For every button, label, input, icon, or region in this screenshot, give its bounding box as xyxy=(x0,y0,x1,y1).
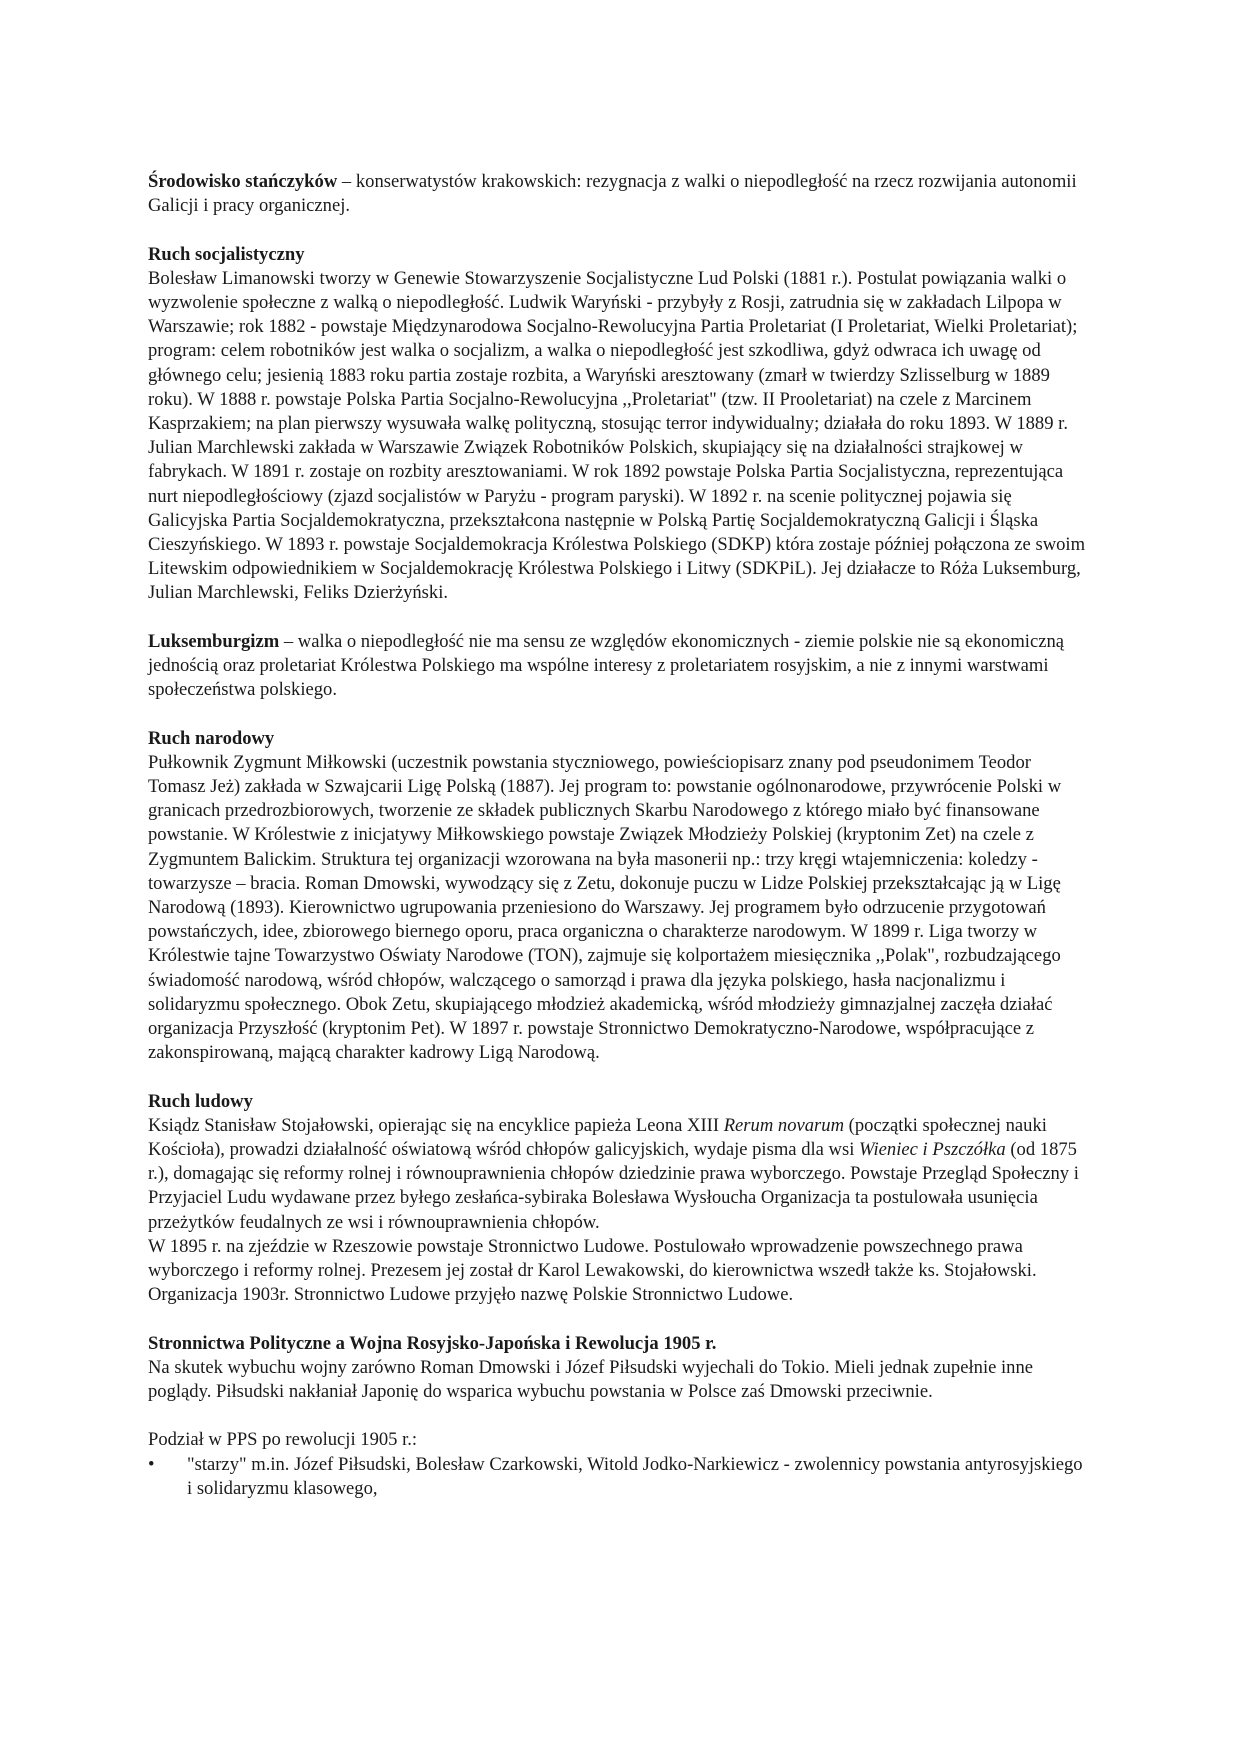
section-national xyxy=(148,727,1088,1066)
document-page xyxy=(148,170,1088,1501)
text-stanczycy: – konserwatystów krakowskich: rezygnacja z walki o niepodległość na rzecz rozwijania autonomii Galicji i pracy organicznej. xyxy=(148,171,1077,217)
text-peasant-b: (początki społecznej nauki Kościoła), prowadzi działalność oświatową wśród chłopów galicyjskich, wydaje pisma dla wsi xyxy=(148,1114,1047,1161)
text-war: Na skutek wybuchu wojny zarówno Roman Dmowski i Józef Piłsudski wyjechali do Tokio. Mieli jednak zupełnie inne poglądy. Piłsudski nakłaniał Japonię do wsparica wybuchu powstania w Polsce zaś Dmowski przeciwnie. xyxy=(148,1356,1034,1403)
title-rerum-novarum: Rerum novarum xyxy=(723,1114,845,1136)
pps-split-list xyxy=(148,1453,1088,1501)
heading-national: Ruch narodowy xyxy=(148,727,275,749)
section-war xyxy=(148,1332,1088,1405)
heading-peasant: Ruch ludowy xyxy=(148,1090,253,1112)
term-stanczycy: Środowisko stańczyków xyxy=(148,171,338,192)
list-item-text: "starzy" m.in. Józef Piłsudski, Bolesław Czarkowski, Witold Jodko-Narkiewicz - zwolennicy powstania antyrosyjskiego i solidaryzmu klasowego, xyxy=(187,1453,1083,1499)
term-luxemburgism: Luksemburgizm xyxy=(148,630,280,652)
list-item xyxy=(148,1453,1088,1501)
paragraph-luxemburgism xyxy=(148,630,1088,703)
text-socialist: Bolesław Limanowski tworzy w Genewie Stowarzyszenie Socjalistyczne Lud Polski (1881 r.). Postulat powiązania walki o wyzwolenie społeczne z walką o niepodległość. Ludwik Waryński - przybyły z Rosji, zatrudnia się w zakładach Lilpopa w Warszawie; rok 1882 - powstaje Międzynarodowa Socjalno-Rewolucyjna Partia Proletariat (I Proletariat, Wielki Proletariat); program: celem robotników jest walka o socjalizm, a walka o niepodległość jest szkodliwa, gdyż odwraca ich uwagę od głównego celu; jesienią 1883 roku partia zostaje rozbita, a Waryński aresztowany (zmarł w twierdzy Szlisselburg w 1889 roku). W 1888 r. powstaje Polska Partia Socjalno-Rewolucyjna ,,Proletariat" (tzw. II Prooletariat) na czele z Marcinem Kasprzakiem; na plan pierwszy wysuwała walkę polityczną, stosując terror indywidualny; działała do roku 1893. W 1889 r. Julian Marchlewski zakłada w Warszawie Związek Robotników Polskich, skupiający się na działalności strajkowej w fabrykach. W 1891 r. zostaje on rozbity aresztowaniami. W rok 1892 powstaje Polska Partia Socjalistyczna, reprezentująca nurt niepodległościowy (zjazd socjalistów w Paryżu - program paryski). W 1892 r. na scenie politycznej pojawia się Galicyjska Partia Socjaldemokratyczna, przekształcona następnie w Polską Partię Socjaldemokratyczną Galicji i Śląska Cieszyńskiego. W 1893 r. powstaje Socjaldemokracja Królestwa Polskiego (SDKP) która zostaje później połączona ze swoim Litewskim odpowiednikiem w Socjaldemokrację Królestwa Polskiego i Litwy (SDKPiL). Jej działacze to Róża Luksemburg, Julian Marchlewski, Feliks Dzierżyński. xyxy=(148,267,1086,604)
heading-socialist: Ruch socjalistyczny xyxy=(148,243,305,265)
text-national: Pułkownik Zygmunt Miłkowski (uczestnik powstania styczniowego, powieściopisarz znany pod pseudonimem Teodor Tomasz Jeż) zakłada w Szwajcarii Ligę Polską (1887). Jej program to: powstanie ogólnonarodowe, przywrócenie Polski w granicach przedrozbiorowych, tworzenie ze składek publicznych Skarbu Narodowego z którego miało być finansowane powstanie. W Królestwie z inicjatywy Miłkowskiego powstaje Związek Młodzieży Polskiej (kryptonim Zet) na czele z Zygmuntem Balickim. Struktura tej organizacji wzorowana na była masonerii np.: trzy kręgi wtajemniczenia: koledzy - towarzysze – bracia. Roman Dmowski, wywodzący się z Zetu, dokonuje puczu w Lidze Polskiej przekształcając ją w Ligę Narodową (1893). Kierownictwo ugrupowania przeniesiono do Warszawy. Jej programem było odrzucenie przygotowań powstańczych, idee, zbiorowego biernego oporu, praca organiczna o charakterze narodowym. W 1899 r. Liga tworzy w Królestwie tajne Towarzystwo Oświaty Narodowe (TON), zajmuje się kolportażem miesięcznika ,,Polak", rozbudzającego świadomość narodową, wśród chłopów, walczącego o samorząd i prawa dla języka polskiego, hasła nacjonalizmu i solidaryzmu społecznego. Obok Zetu, skupiającego młodzież akademicką, wśród młodzieży gimnazjalnej zaczęła działać organizacja Przyszłość (kryptonim Pet). W 1897 r. powstaje Stronnictwo Demokratyczno-Narodowe, współpracujące z zakonspirowaną, mającą charakter kadrowy Ligą Narodową. xyxy=(148,751,1062,1064)
pps-split-intro: Podział w PPS po rewolucji 1905 r.: xyxy=(148,1429,418,1451)
text-luxemburgism: – walka o niepodległość nie ma sensu ze względów ekonomicznych - ziemie polskie nie są ekonomiczną jednością oraz proletariat Królestwa Polskiego ma wspólne interesy z proletariatem rosyjskim, a nie z innymi warstwami społeczeństwa polskiego. xyxy=(148,630,1065,701)
text-peasant-a: Ksiądz Stanisław Stojałowski, opierając się na encyklice papieża Leona XIII xyxy=(148,1114,724,1136)
text-peasant-c: (od 1875 r.), domagając się reformy rolnej i równouprawnienia chłopów dziedzinie prawa wyborczego. Powstaje Przegląd Społeczny i Przyjaciel Ludu wydawane przez byłego zesłańca-sybiraka Bolesława Wysłoucha Organizacja ta postulowała usunięcia przeżytków feudalnych ze wsi i równouprawnienia chłopów. xyxy=(148,1139,1079,1233)
text-peasant-d: W 1895 r. na zjeździe w Rzeszowie powstaje Stronnictwo Ludowe. Postulowało wprowadzenie powszechnego prawa wyborczego i reformy rolnej. Prezesem jej został dr Karol Lewakowski, do kierownictwa wszedł także ks. Stojałowski. Organizacja 1903r. Stronnictwo Ludowe przyjęło nazwę Polskie Stronnictwo Ludowe. xyxy=(148,1235,1037,1306)
title-wieniec-pszczolka: Wieniec i Pszczółka xyxy=(859,1139,1006,1161)
section-peasant xyxy=(148,1090,1088,1308)
heading-war: Stronnictwa Polityczne a Wojna Rosyjsko-Japońska i Rewolucja 1905 r. xyxy=(148,1332,717,1354)
bullet-icon: • xyxy=(148,1453,155,1475)
paragraph-stanczycy xyxy=(148,170,1088,218)
section-socialist xyxy=(148,243,1088,606)
